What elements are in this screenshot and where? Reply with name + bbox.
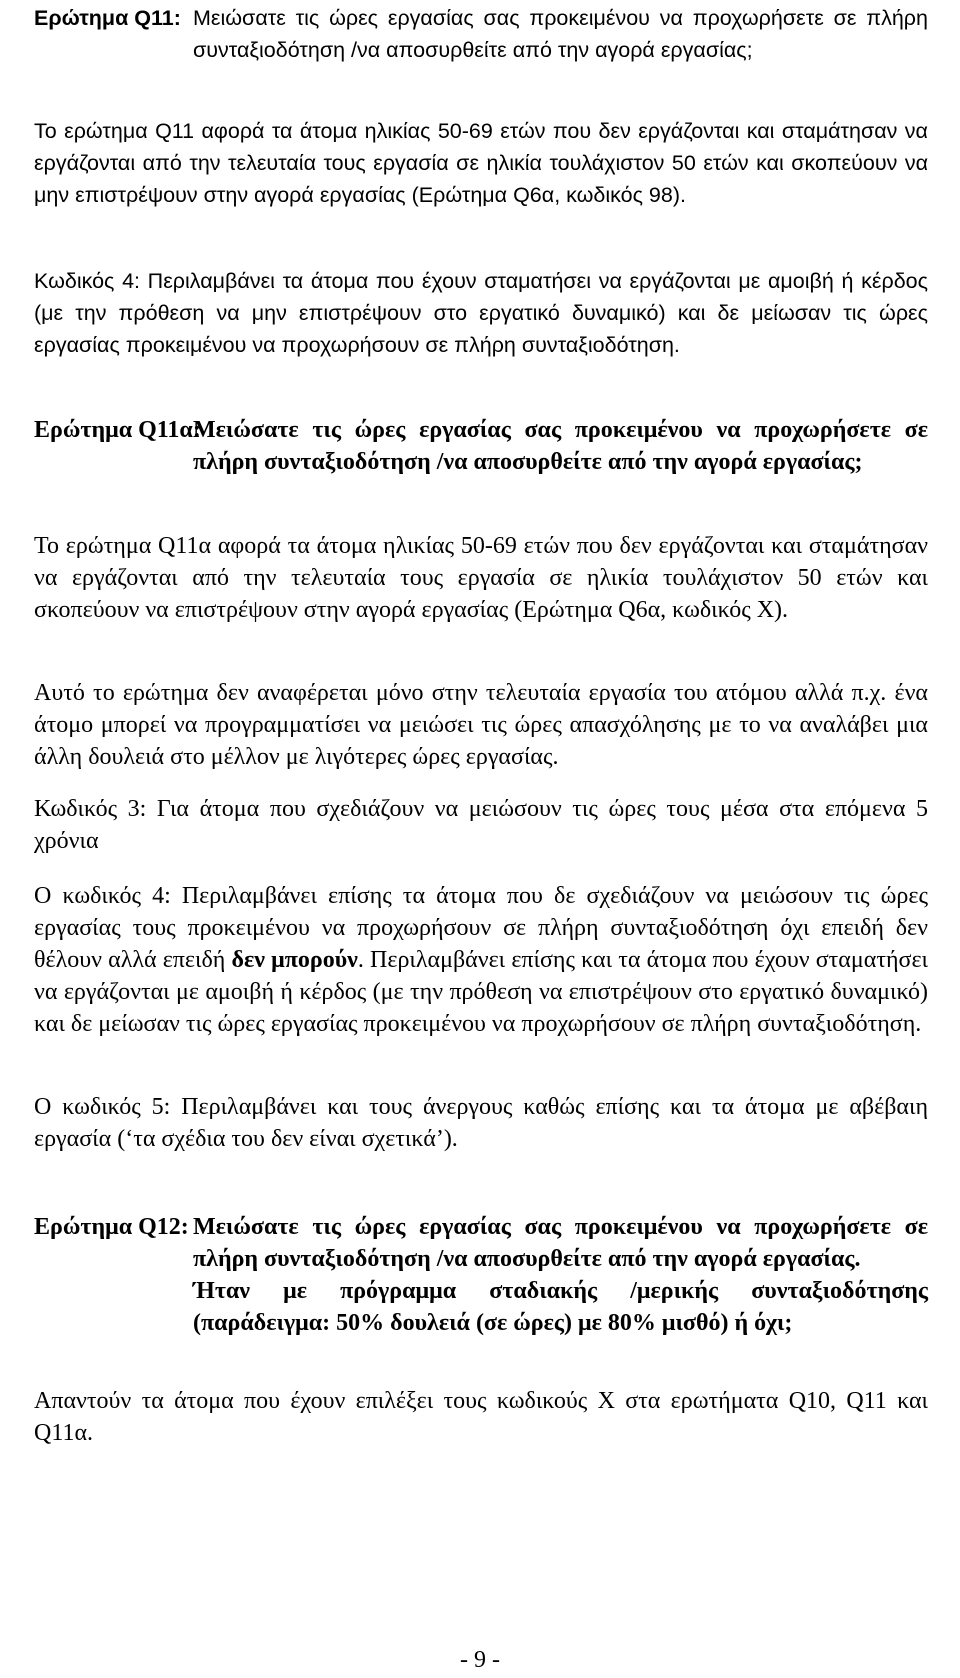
q11a-paragraph-4-end: . Περιλαμβάνει επίσης και τα άτομα που έχουν σταματήσει να εργάζονται με αμοιβή ή κέρδος (με την πρόθεση να επιστρέψουν στο εργατικό δυναμικό) και δε μείωσαν τις ώρες εργασίας προκειμένου να προχωρήσουν σε πλήρη συνταξιοδότηση. (34, 947, 928, 1037)
question-q12-heading (34, 1211, 928, 1339)
question-q11-label: Ερώτημα Q11: (34, 6, 181, 30)
question-q12-label: Ερώτημα Q12: (34, 1214, 189, 1240)
q11a-paragraph-1: Το ερώτημα Q11α αφορά τα άτομα ηλικίας 50-69 ετών που δεν εργάζονται και σταμάτησαν να εργάζονται από την τελευταία τους εργασία σε ηλικία τουλάχιστον 50 ετών και σκοπεύουν να επιστρέψουν στην αγορά εργασίας (Ερώτημα Q6α, κωδικός Χ). (34, 533, 928, 623)
q11-paragraph-1: Το ερώτημα Q11 αφορά τα άτομα ηλικίας 50-69 ετών που δεν εργάζονται και σταμάτησαν να εργάζονται από την τελευταία τους εργασία σε ηλικία τουλάχιστον 50 ετών και σκοπεύουν να μην επιστρέψουν στην αγορά εργασίας (Ερώτημα Q6α, κωδικός 98). (34, 119, 928, 207)
q11-paragraph-2: Κωδικός 4: Περιλαμβάνει τα άτομα που έχουν σταματήσει να εργάζονται με αμοιβή ή κέρδος (με την πρόθεση να μην επιστρέψουν στο εργατικό δυναμικό) και δε μείωσαν τις ώρες εργασίας προκειμένου να προχωρήσουν σε πλήρη συνταξιοδότηση. (34, 269, 928, 357)
question-q11-text: Μειώσατε τις ώρες εργασίας σας προκειμένου να προχωρήσετε σε πλήρη συνταξιοδότηση /να αποσυρθείτε από την αγορά εργασίας; (193, 6, 928, 62)
question-q11a-text: Μειώσατε τις ώρες εργασίας σας προκειμένου να προχωρήσετε σε πλήρη συνταξιοδότηση /να αποσυρθείτε από την αγορά εργασίας; (193, 417, 928, 475)
question-q11-heading (34, 2, 928, 66)
question-q12-text-2: Ήταν με πρόγραμμα σταδιακής /μερικής συνταξιοδότησης (παράδειγμα: 50% δουλειά (σε ώρες) με 80% μισθό) ή όχι; (193, 1278, 928, 1336)
page-number: - 9 - (460, 1647, 500, 1673)
question-q11a-heading (34, 414, 928, 478)
q11a-paragraph-3: Κωδικός 3: Για άτομα που σχεδιάζουν να μειώσουν τις ώρες τους μέσα στα επόμενα 5 χρόνια (34, 796, 928, 854)
q11a-paragraph-5: Ο κωδικός 5: Περιλαμβάνει και τους άνεργους καθώς επίσης και τα άτομα με αβέβαιη εργασία (‘τα σχέδια του δεν είναι σχετικά’). (34, 1094, 928, 1152)
question-q11a-label: Ερώτημα Q11α: (34, 417, 201, 443)
q11a-paragraph-2: Αυτό το ερώτημα δεν αναφέρεται μόνο στην τελευταία εργασία του ατόμου αλλά π.χ. ένα άτομο μπορεί να προγραμματίσει να μειώσει τις ώρες απασχόλησης με το να αναλάβει μια άλλη δουλειά στο μέλλον με λιγότερες ώρες εργασίας. (34, 680, 928, 770)
q12-paragraph-1: Απαντούν τα άτομα που έχουν επιλέξει τους κωδικούς Χ στα ερωτήματα Q10, Q11 και Q11α. (34, 1388, 928, 1446)
q11a-paragraph-4-emphasis: δεν μπορούν (231, 947, 358, 973)
q11a-paragraph-4 (34, 880, 928, 1040)
question-q12-text-1: Μειώσατε τις ώρες εργασίας σας προκειμένου να προχωρήσετε σε πλήρη συνταξιοδότηση /να αποσυρθείτε από την αγορά εργασίας. (193, 1214, 928, 1272)
q11a-paragraph-4-start: Ο κωδικός 4: Περιλαμβάνει επίσης τα άτομα που δε σχεδιάζουν να μειώσουν τις ώρες εργασίας τους προκειμένου να προχωρήσουν σε πλήρη συνταξιοδότηση όχι επειδή δεν θέλουν αλλά επειδή (34, 883, 928, 973)
